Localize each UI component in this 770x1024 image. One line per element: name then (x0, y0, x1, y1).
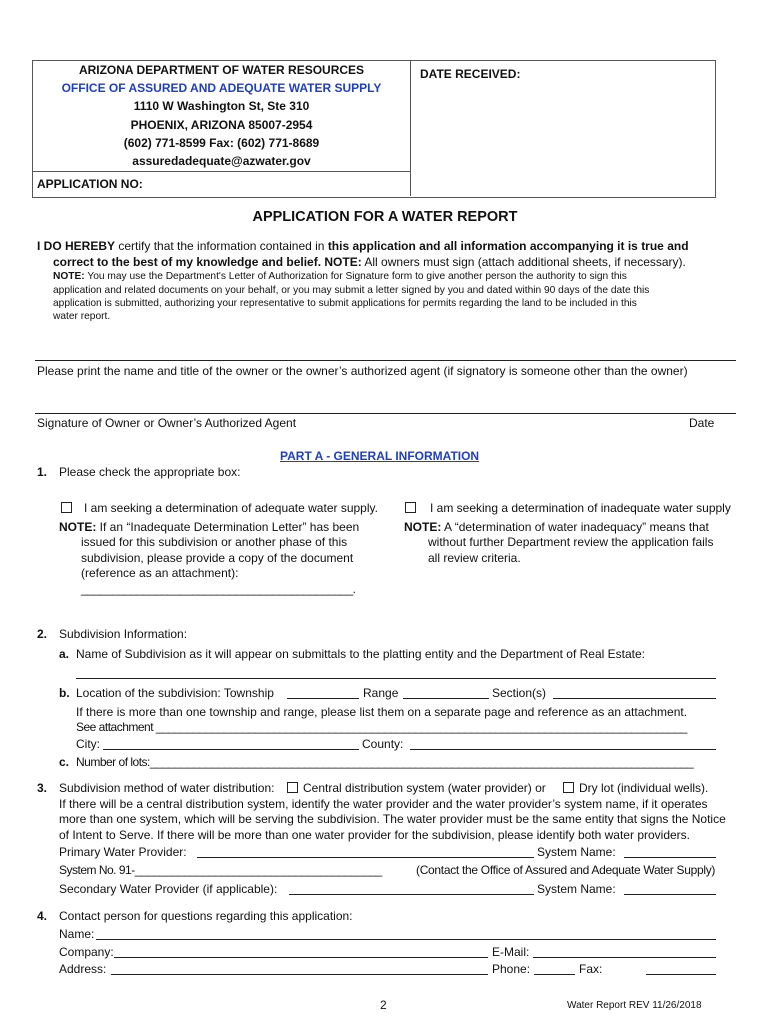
range-label: Range (363, 686, 399, 700)
township-field[interactable] (287, 698, 359, 699)
q1-note-left-text-1: If an “Inadequate Determination Letter” has been (96, 520, 360, 534)
subdivision-name-field[interactable] (76, 678, 716, 679)
q3-para-line-3: of Intent to Serve. If there will be more than one water provider for the subdivision, please identify both water providers. (59, 828, 691, 842)
certify-line-2 (53, 255, 686, 269)
system-number-note: (Contact the Office of Assured and Adequate Water Supply) (416, 863, 716, 877)
sections-label: Section(s) (492, 686, 547, 700)
secondary-system-name-label: System Name: (537, 882, 616, 896)
city-address: PHOENIX, ARIZONA 85007-2954 (130, 118, 313, 132)
fax-field[interactable] (646, 974, 716, 975)
signature-label: Signature of Owner or Owner’s Authorized Agent (37, 416, 297, 430)
q2-number: 2. (37, 627, 48, 641)
primary-provider-label: Primary Water Provider: (59, 845, 187, 859)
q4-label: Contact person for questions regarding this application: (59, 909, 353, 923)
date-received-label: DATE RECEIVED: (420, 67, 521, 81)
system-name-label: System Name: (537, 845, 616, 859)
phone-label: Phone: (492, 962, 531, 976)
secondary-system-name-field[interactable] (624, 894, 716, 895)
q3-lead: Subdivision method of water distribution: (59, 781, 275, 795)
q1-note-right-text-1: A “determination of water inadequacy” means that (441, 520, 709, 534)
system-number-field[interactable]: System No. 91-________________________________________ (59, 863, 382, 877)
q2a-letter: a. (59, 647, 70, 661)
central-distribution-checkbox[interactable] (287, 782, 298, 793)
certify-text-1: certify that the information contained in (115, 239, 328, 253)
dry-lot-checkbox[interactable] (563, 782, 574, 793)
inadequate-checkbox[interactable] (405, 502, 416, 513)
q1-number: 1. (37, 465, 48, 479)
certify-lead: I DO HEREBY (37, 239, 116, 253)
certify-note-line-3: application is submitted, authorizing your representative to submit applications for permits regarding the land to be included in this (53, 298, 637, 309)
page-number: 2 (380, 998, 387, 1012)
certify-note-label: NOTE: (53, 271, 85, 282)
dry-lot-label: Dry lot (individual wells). (579, 781, 709, 795)
q2b-letter: b. (59, 686, 70, 700)
certify-note-line-2: application and related documents on your behalf, or you may submit a letter signed by you and dated within 90 days of the date this (53, 285, 650, 296)
address-label: Address: (59, 962, 107, 976)
form-revision: Water Report REV 11/26/2018 (567, 1000, 702, 1011)
certify-line-1 (37, 239, 689, 253)
phone-fax: (602) 771-8599 Fax: (602) 771-8689 (123, 136, 320, 150)
q2b-multiple-note: If there is more than one township and range, please list them on a separate page and reference as an attachment. (76, 705, 688, 719)
q1-note-left-line-3: subdivision, please provide a copy of the document (81, 551, 354, 565)
header-divider-horizontal (33, 171, 410, 172)
certify-bold-1: this application and all information accompanying it is true and (327, 239, 689, 253)
q2c-letter: c. (59, 755, 70, 769)
secondary-provider-label: Secondary Water Provider (if applicable): (59, 882, 278, 896)
email-field[interactable] (533, 957, 716, 958)
number-of-lots-field[interactable]: Number of lots:________________________________________________________________________________________ (76, 755, 694, 769)
q1-note-right-line-3: all review criteria. (428, 551, 521, 565)
county-field[interactable] (410, 749, 716, 750)
q3-para-line-2: more than one system, which will be serving the subdivision. The water provider must be the same entity that signs the Notice (59, 812, 726, 826)
city-label: City: (76, 737, 100, 751)
secondary-provider-field[interactable] (289, 894, 534, 895)
print-name-field[interactable] (35, 360, 736, 361)
q3-para-line-1: If there will be a central distribution system, identify the water provider and the water provider’s system name, if it operates (59, 797, 708, 811)
certify-note-line-1 (53, 271, 627, 282)
date-label: Date (689, 416, 715, 430)
contact-name-field[interactable] (96, 939, 716, 940)
address-field[interactable] (111, 974, 488, 975)
inadequate-option-label: I am seeking a determination of inadequate water supply (430, 501, 731, 515)
company-label: Company: (59, 945, 114, 959)
primary-provider-field[interactable] (197, 857, 534, 858)
q4-number: 4. (37, 909, 48, 923)
system-name-field[interactable] (624, 857, 716, 858)
q1-note-left-label: NOTE: (59, 520, 97, 534)
part-a-title: PART A - GENERAL INFORMATION (280, 449, 480, 463)
office-name: OFFICE OF ASSURED AND ADEQUATE WATER SUPPLY (61, 81, 382, 95)
company-field[interactable] (114, 957, 488, 958)
central-distribution-label: Central distribution system (water provider) or (303, 781, 546, 795)
q1-note-left-line-4: (reference as an attachment): (81, 566, 239, 580)
township-label: Location of the subdivision: Township (76, 686, 274, 700)
q1-note-left-line-1 (59, 520, 359, 534)
page-title: APPLICATION FOR A WATER REPORT (252, 209, 518, 225)
q1-label: Please check the appropriate box: (59, 465, 241, 479)
certify-note-line-4: water report. (53, 311, 111, 322)
q2-label: Subdivision Information: (59, 627, 188, 641)
q2a-label: Name of Subdivision as it will appear on submittals to the platting entity and the Department of Real Estate: (76, 647, 645, 661)
application-no-label: APPLICATION NO: (37, 177, 143, 191)
range-field[interactable] (403, 698, 489, 699)
inadequate-letter-reference-field[interactable]: ____________________________________________. (81, 582, 356, 596)
certify-text-2: All owners must sign (attach additional sheets, if necessary). (361, 255, 686, 269)
street-address: 1110 W Washington St, Ste 310 (133, 99, 310, 113)
phone-field[interactable] (534, 974, 575, 975)
print-name-label: Please print the name and title of the owner or the owner’s authorized agent (if signatory is someone other than the owner) (37, 364, 688, 378)
fax-label: Fax: (579, 962, 603, 976)
certify-bold-2: correct to the best of my knowledge and belief. NOTE: (53, 255, 362, 269)
see-attachment-field[interactable]: See attachment ______________________________________________________________________________________ (76, 720, 687, 734)
county-label: County: (362, 737, 404, 751)
header-divider-vertical (410, 61, 411, 196)
q1-note-right-line-2: without further Department review the application fails (428, 535, 714, 549)
q1-note-right-line-1 (404, 520, 709, 534)
q1-note-right-label: NOTE: (404, 520, 442, 534)
certify-note-text-1: You may use the Department's Letter of Authorization for Signature form to give another person the authority to sign this (84, 271, 627, 282)
contact-email: assuredadequate@azwater.gov (132, 154, 311, 168)
q1-note-left-line-2: issued for this subdivision or another phase of this (81, 535, 348, 549)
q3-number: 3. (37, 781, 48, 795)
city-field[interactable] (103, 749, 359, 750)
email-label: E-Mail: (492, 945, 530, 959)
agency-name: ARIZONA DEPARTMENT OF WATER RESOURCES (78, 63, 365, 77)
adequate-option-label: I am seeking a determination of adequate water supply. (84, 501, 378, 515)
sections-field[interactable] (553, 698, 716, 699)
adequate-checkbox[interactable] (61, 502, 72, 513)
contact-name-label: Name: (59, 927, 95, 941)
signature-field[interactable] (35, 413, 736, 414)
